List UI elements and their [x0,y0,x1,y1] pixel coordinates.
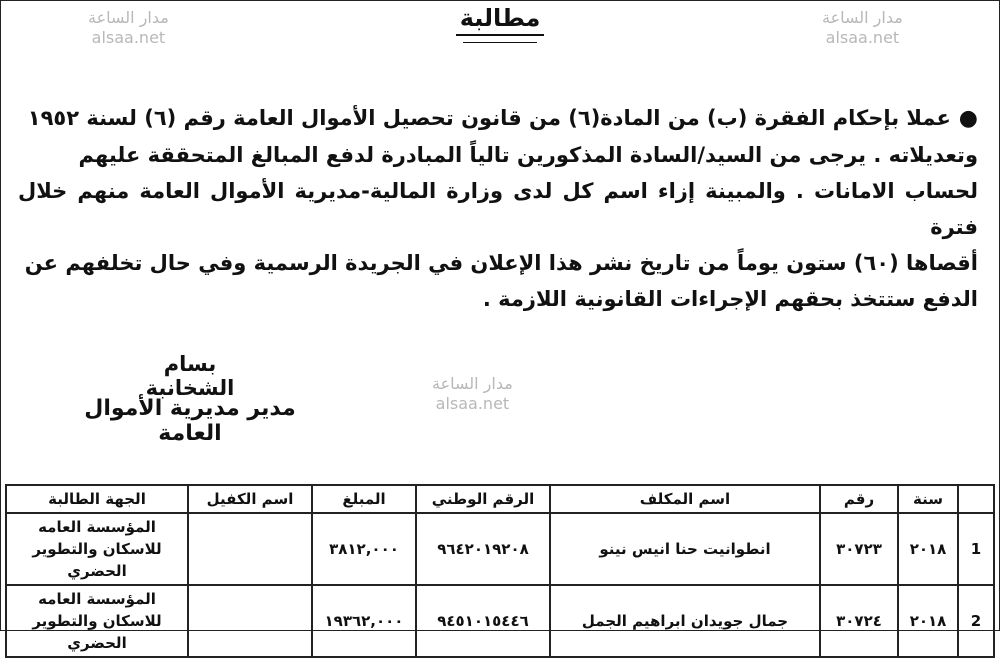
header-amount: المبلغ [312,485,416,513]
cell-national-id: ٩٤٥١٠١٥٤٤٦ [416,585,550,657]
cell-name: جمال جويدان ابراهيم الجمل [550,585,820,657]
cell-guarantor [188,585,312,657]
header-national-id: الرقم الوطني [416,485,550,513]
cell-amount: ١٩٣٦٢,٠٠٠ [312,585,416,657]
watermark-latin: alsaa.net [435,394,510,413]
cell-agency: المؤسسة العامه للاسكان والتطوير الحضري [6,513,188,585]
cell-guarantor [188,513,312,585]
header-year: سنة [898,485,958,513]
cell-number: ٣٠٧٢٣ [820,513,898,585]
claims-table [5,484,995,658]
signature-title: مدير مديرية الأموال العامة [84,396,296,446]
cell-number: ٣٠٧٢٤ [820,585,898,657]
header-number: رقم [820,485,898,513]
bullet-icon: ● [958,106,978,131]
header-guarantor: اسم الكفيل [188,485,312,513]
header-index [958,485,994,513]
notice-line-2: وتعديلاته . يرجى من السيد/السادة المذكورين تالياً المبادرة لدفع المبالغ المتحققة عليهم [78,143,978,167]
cell-year: ٢٠١٨ [898,513,958,585]
cell-name: انطوانيت حنا انيس نينو [550,513,820,585]
watermark-latin: alsaa.net [91,28,166,47]
watermark-arabic: مدار الساعة [432,374,513,393]
cell-agency: المؤسسة العامه للاسكان والتطوير الحضري [6,585,188,657]
cell-year: ٢٠١٨ [898,585,958,657]
notice-line-4: أقصاها (٦٠) ستون يوماً من تاريخ نشر هذا الإعلان في الجريدة الرسمية وفي حال تخلفهم عن [24,251,978,275]
watermark-arabic: مدار الساعة [88,8,169,27]
header-name: اسم المكلف [550,485,820,513]
cell-amount: ٣٨١٢,٠٠٠ [312,513,416,585]
document-title-text: مطالبة [456,4,545,36]
notice-body [18,100,978,317]
watermark-latin: alsaa.net [825,28,900,47]
cell-index: 2 [958,585,994,657]
notice-line-5: الدفع ستتخذ بحقهم الإجراءات القانونية اللازمة . [482,287,978,311]
cell-index: 1 [958,513,994,585]
title-underline [463,42,537,43]
table-row [6,513,994,585]
document-title [0,4,1000,36]
watermark-arabic: مدار الساعة [822,8,903,27]
header-agency: الجهة الطالبة [6,485,188,513]
table-header-row [6,485,994,513]
notice-line-3: لحساب الامانات . والمبينة إزاء اسم كل لدى وزارة المالية-مديرية الأموال العامة منهم خلال فترة [18,179,978,239]
notice-line-1: ●عملا بإحكام الفقرة (ب) من المادة(٦) من قانون تحصيل الأموال العامة رقم (٦) لسنة ١٩٥٢ [27,106,978,131]
cell-national-id: ٩٦٤٢٠١٩٢٠٨ [416,513,550,585]
signature-name: بسام الشخانبة [145,352,235,400]
table-row [6,585,994,657]
